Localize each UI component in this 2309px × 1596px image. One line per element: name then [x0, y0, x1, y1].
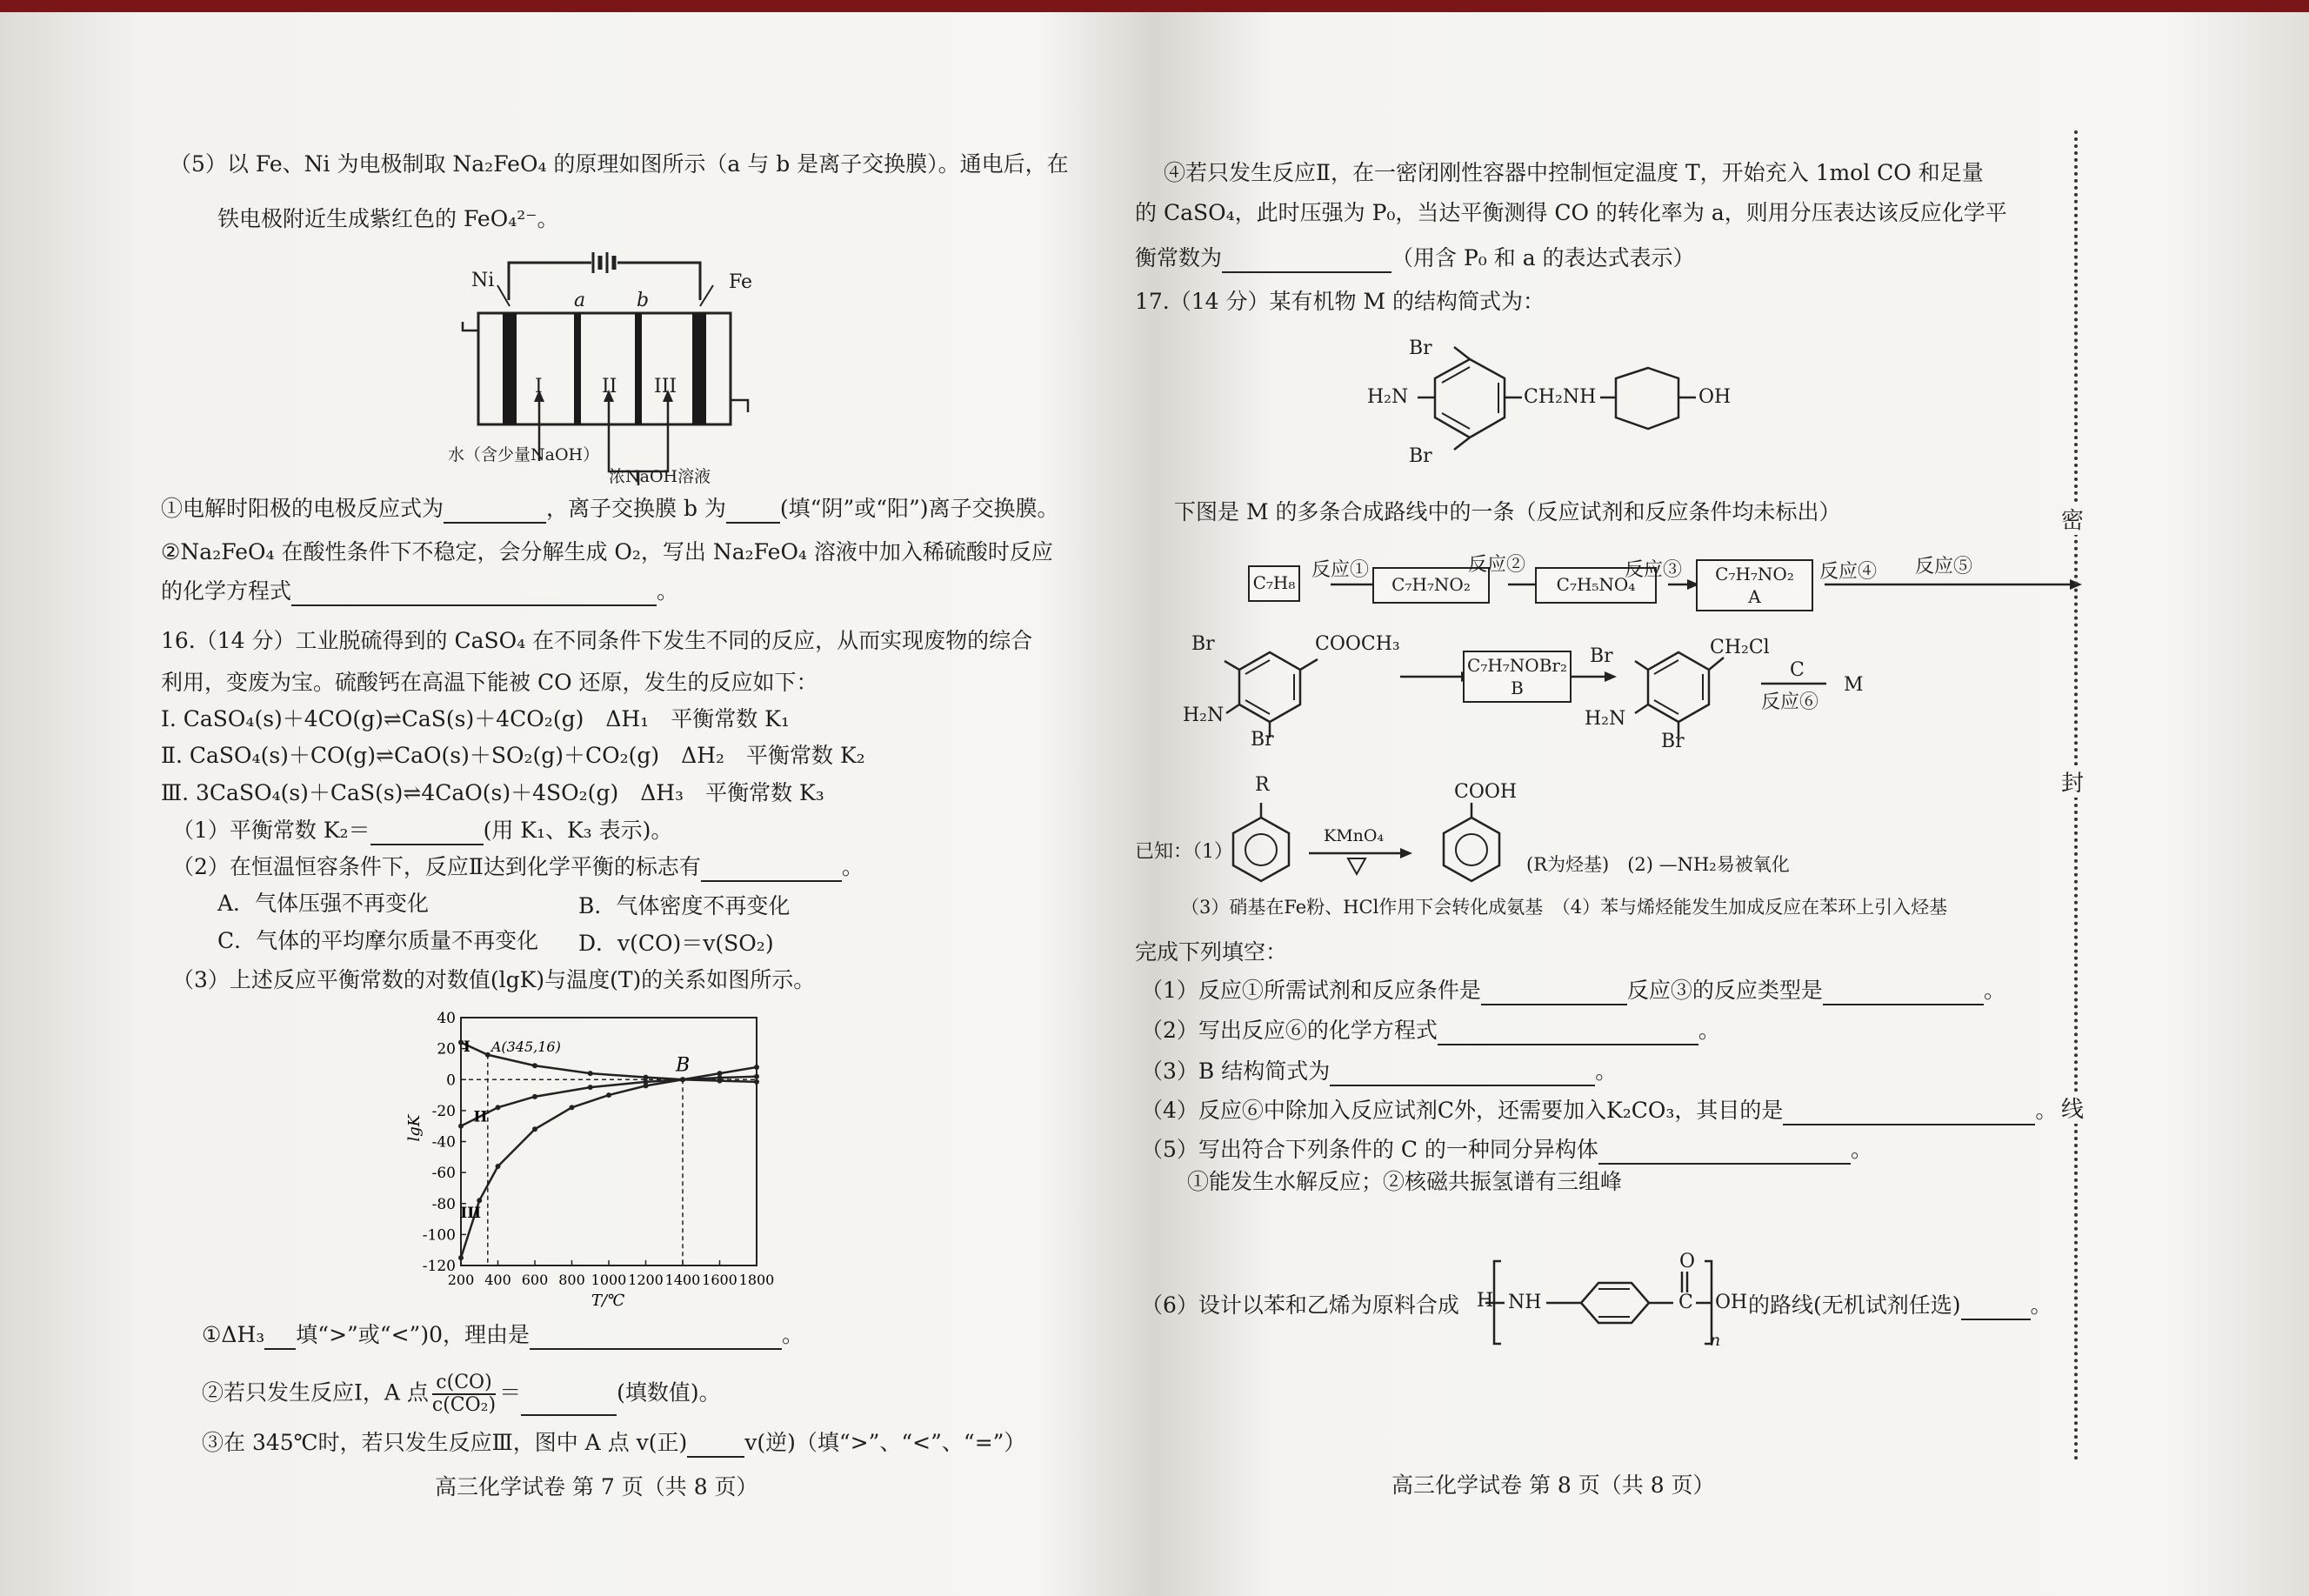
option-b: B．气体密度不再变化 [578, 893, 791, 918]
option-c: C．气体的平均摩尔质量不再变化 [217, 928, 539, 953]
answer-blank[interactable] [687, 1435, 744, 1458]
x-tick-label: 200 [447, 1272, 475, 1288]
q15-5-line1: （5）以 Fe、Ni 为电极制取 Na₂FeO₄ 的原理如图所示（a 与 b 是离子交换膜）。通电后，在 [170, 151, 1069, 177]
reaction-6-label: 反应⑥ [1761, 691, 1819, 713]
polymer-c: C [1678, 1292, 1693, 1313]
compound-box-a: C₇H₇NO₂ A [1696, 559, 1813, 611]
known-kmno4: KMnO₄ [1324, 826, 1385, 845]
q17-part-6-end: 的路线(无机试剂任选) 。 [1748, 1291, 2052, 1320]
water-inlet-label: 水（含少量NaOH） [448, 445, 600, 464]
reagent-c-label: C [1790, 659, 1805, 681]
q17-part-3: （3）B 结构简式为 。 [1141, 1057, 1617, 1086]
m-oh: OH [1698, 386, 1732, 408]
region-1-label: I [535, 376, 543, 397]
m-ch2nh: CH₂NH [1524, 386, 1597, 408]
q16-4-line2: 的 CaSO₄，此时压强为 P₀，当达平衡测得 CO 的转化率为 a，则用分压表达该反应化学平 [1135, 200, 2007, 225]
series-line-II [461, 1077, 757, 1126]
x-tick-label: 1400 [664, 1272, 701, 1288]
page-7-footer: 高三化学试卷 第 7 页（共 8 页） [435, 1474, 758, 1499]
polymer-n: n [1710, 1331, 1721, 1350]
known-r: R [1255, 774, 1270, 796]
answer-blank[interactable] [1783, 1103, 2035, 1125]
x-tick-label: 800 [558, 1272, 585, 1288]
compound-box-b: C₇H₇NOBr₂ B [1463, 651, 1572, 703]
answer-blank[interactable] [1222, 250, 1391, 273]
ester-cooch3: COOCH₃ [1315, 633, 1400, 655]
answer-blank[interactable] [264, 1327, 296, 1350]
answer-blank[interactable] [530, 1327, 782, 1350]
q16-3-2: ②若只发生反应Ⅰ，A 点 $\frac{c(CO)}{\text{c(CO₂)}}$ ＝ (填数值)。 [202, 1372, 721, 1416]
ester-br-bottom: Br [1251, 729, 1274, 751]
q15-5-2-line2: 的化学方程式 。 [161, 577, 678, 606]
polymer-h: H [1477, 1290, 1494, 1312]
seal-char-3: 线 [2061, 1092, 2084, 1124]
answer-blank[interactable] [1438, 1023, 1698, 1045]
q16-3-1: ①ΔH₃ 填“>”或“<”)0，理由是 。 [202, 1320, 804, 1350]
ni-label: Ni [471, 270, 495, 291]
option-d: D．v(CO)＝v(SO₂) [578, 931, 774, 956]
data-point [532, 1063, 537, 1068]
series-label-III: III [460, 1205, 482, 1223]
polymer-oh: OH [1715, 1292, 1748, 1313]
data-point [532, 1094, 537, 1099]
y-tick-label: -100 [422, 1226, 456, 1245]
y-tick-label: -20 [431, 1102, 456, 1120]
data-point [477, 1198, 482, 1203]
answer-blank[interactable] [1481, 983, 1627, 1005]
q16-part-3: （3）上述反应平衡常数的对数值(lgK)与温度(T)的关系如图所示。 [172, 967, 816, 992]
fraction: $\frac{c(CO)}{\text{c(CO₂)}}$ [431, 1372, 497, 1416]
m-br-bottom: Br [1409, 445, 1432, 467]
y-tick-label: -80 [431, 1195, 456, 1213]
data-point [458, 1124, 464, 1129]
q17-part-2: （2）写出反应⑥的化学方程式 。 [1141, 1016, 1720, 1045]
answer-blank[interactable] [291, 584, 657, 606]
annotation-label: A(345,16) [490, 1038, 561, 1055]
seal-char-2: 封 [2061, 765, 2084, 798]
q16-4-line1: ④若只发生反应Ⅱ，在一密闭刚性容器中控制恒定温度 T，开始充入 1mol CO 和足量 [1164, 160, 1984, 185]
answer-blank[interactable] [444, 501, 546, 524]
answer-blank[interactable] [1823, 983, 1984, 1005]
q15-5-2-line1: ②Na₂FeO₄ 在酸性条件下不稳定，会分解生成 O₂，写出 Na₂FeO₄ 溶液中加入稀硫酸时反应 [161, 539, 1053, 564]
option-a: A．气体压强不再变化 [217, 891, 430, 916]
x-tick-label: 600 [521, 1272, 549, 1288]
product-m-label: M [1844, 674, 1864, 696]
fe-label: Fe [729, 271, 753, 293]
route-intro: 下图是 M 的多条合成路线中的一条（反应试剂和反应条件均未标出） [1174, 499, 1841, 524]
data-point [754, 1074, 759, 1079]
polymer-o: O [1679, 1251, 1696, 1272]
naoh-inlet-label: 浓NaOH溶液 [609, 467, 711, 486]
q17-part-5: （5）写出符合下列条件的 C 的一种同分异构体 。 [1141, 1135, 1872, 1165]
data-point [570, 1105, 575, 1110]
region-3-label: III [654, 376, 677, 397]
x-tick-label: 1800 [738, 1272, 775, 1288]
q17-title: 17.（14 分）某有机物 M 的结构简式为： [1135, 289, 1545, 314]
q17-part-6: （6）设计以苯和乙烯为原料合成 [1141, 1292, 1459, 1318]
reaction-4-label: 反应④ [1819, 561, 1878, 583]
answer-blank[interactable] [370, 823, 484, 845]
m-h2n: H₂N [1367, 386, 1409, 408]
y-tick-label: -60 [431, 1165, 456, 1183]
m-br-top: Br [1409, 337, 1432, 359]
x-axis-label: T/℃ [591, 1292, 625, 1310]
data-point [485, 1052, 490, 1058]
polymer-nh: NH [1508, 1292, 1542, 1313]
data-point [644, 1083, 649, 1088]
data-point [606, 1092, 611, 1098]
answer-blank[interactable] [701, 859, 842, 882]
page-8 [1122, 0, 2309, 1596]
data-point [588, 1071, 593, 1076]
q17-part-4: （4）反应⑥中除加入反应试剂C外，还需要加入K₂CO₃，其目的是 。 [1141, 1096, 2057, 1125]
y-tick-label: -120 [422, 1258, 456, 1275]
reaction-1-label: 反应① [1311, 559, 1370, 581]
chloride-br-bottom: Br [1661, 731, 1685, 752]
data-point [588, 1085, 593, 1090]
compound-box-c7h5no4: C₇H₅NO₄ [1535, 567, 1657, 604]
answer-blank[interactable] [1330, 1064, 1595, 1086]
x-tick-label: 400 [484, 1272, 511, 1288]
data-point [496, 1164, 501, 1169]
reaction-3-label: 反应③ [1625, 559, 1683, 581]
data-point [458, 1255, 464, 1260]
q16-part-1: （1）平衡常数 K₂＝ (用 K₁、K₃ 表示)。 [172, 816, 672, 845]
known-label: 已知：（1） [1135, 841, 1233, 863]
y-axis-label: lgK [405, 1114, 424, 1142]
q15-5-1: ①电解时阳极的电极反应式为 ，离子交换膜 b 为 (填“阴”或“阳”)离子交换膜。 [161, 494, 1059, 524]
y-tick-label: -40 [431, 1133, 456, 1152]
x-tick-label: 1200 [628, 1272, 664, 1288]
q16-reaction-3: Ⅲ. 3CaSO₄(s)＋CaS(s)⇌4CaO(s)＋4SO₂(g) ΔH₃ 平衡常数 K₃ [161, 780, 824, 805]
annotation-label: B [676, 1054, 691, 1077]
membrane-a-label: a [574, 290, 586, 311]
page-7 [0, 0, 1122, 1596]
y-tick-label: 0 [446, 1072, 456, 1090]
data-point [680, 1077, 685, 1082]
q16-intro2: 利用，变废为宝。硫酸钙在高温下能被 CO 还原，发生的反应如下： [161, 670, 818, 695]
plot-frame [461, 1018, 757, 1265]
fill-in-heading: 完成下列填空： [1135, 939, 1288, 965]
answer-blank[interactable] [1598, 1142, 1851, 1165]
known-note1: (R为烃基) (2) —NH₂易被氧化 [1526, 854, 1790, 875]
ester-br-top: Br [1191, 633, 1215, 655]
y-tick-label: 40 [437, 1010, 456, 1027]
q16-3-3: ③在 345℃时，若只发生反应Ⅲ，图中 A 点 v(正) v(逆)（填“>”、“<”、“=”） [202, 1428, 1025, 1458]
page-8-footer: 高三化学试卷 第 8 页（共 8 页） [1391, 1472, 1715, 1498]
data-point [644, 1075, 649, 1080]
q16-reaction-1: Ⅰ. CaSO₄(s)＋4CO(g)⇌CaS(s)＋4CO₂(g) ΔH₁ 平衡常数 K₁ [161, 706, 790, 731]
chloride-h2n: H₂N [1585, 708, 1626, 730]
answer-blank[interactable] [521, 1393, 617, 1416]
q15-5-line2: 铁电极附近生成紫红色的 FeO₄²⁻。 [217, 206, 559, 231]
x-tick-label: 1000 [591, 1272, 627, 1288]
region-2-label: II [602, 376, 617, 397]
chloride-br-top: Br [1590, 645, 1613, 667]
y-tick-label: 20 [437, 1040, 456, 1058]
known-cooh: COOH [1454, 781, 1518, 803]
lgk-vs-temperature-chart [400, 1000, 783, 1313]
q17-part-1: （1）反应①所需试剂和反应条件是 反应③的反应类型是 。 [1141, 976, 2005, 1005]
q16-intro1: 16.（14 分）工业脱硫得到的 CaSO₄ 在不同条件下发生不同的反应，从而实现废物的综合 [161, 628, 1033, 653]
data-point [717, 1071, 723, 1076]
ester-h2n: H₂N [1183, 705, 1225, 726]
membrane-b-label: b [637, 290, 650, 311]
answer-blank[interactable] [1961, 1298, 2031, 1320]
compound-box-c7h7no2: C₇H₇NO₂ [1372, 567, 1490, 604]
q16-4-line3: 衡常数为 （用含 P₀ 和 a 的表达式表示） [1135, 244, 1695, 273]
data-point [496, 1105, 501, 1110]
q17-part-5-conditions: ①能发生水解反应；②核磁共振氢谱有三组峰 [1187, 1169, 1623, 1194]
q16-reaction-2: Ⅱ. CaSO₄(s)＋CO(g)⇌CaO(s)＋SO₂(g)＋CO₂(g) ΔH₂ 平衡常数 K₂ [161, 743, 865, 768]
answer-blank[interactable] [726, 501, 780, 524]
chloride-ch2cl: CH₂Cl [1710, 637, 1770, 658]
reaction-2-label: 反应② [1468, 554, 1526, 576]
compound-box-c7h8: C₇H₈ [1248, 565, 1300, 602]
data-point [754, 1065, 759, 1070]
data-point [532, 1126, 537, 1132]
reaction-5-label: 反应⑤ [1915, 556, 1973, 578]
known-note2: （3）硝基在Fe粉、HCl作用下会转化成氨基 （4）苯与烯烃能发生加成反应在苯环上引入烃基 [1181, 897, 1948, 918]
q16-part-2: （2）在恒温恒容条件下，反应Ⅱ达到化学平衡的标志有 。 [172, 852, 864, 882]
x-tick-label: 1600 [702, 1272, 737, 1288]
series-label-II: II [473, 1108, 488, 1126]
data-point [754, 1079, 759, 1085]
seal-char-1: 密 [2061, 503, 2084, 535]
series-label-I: I [463, 1038, 470, 1056]
